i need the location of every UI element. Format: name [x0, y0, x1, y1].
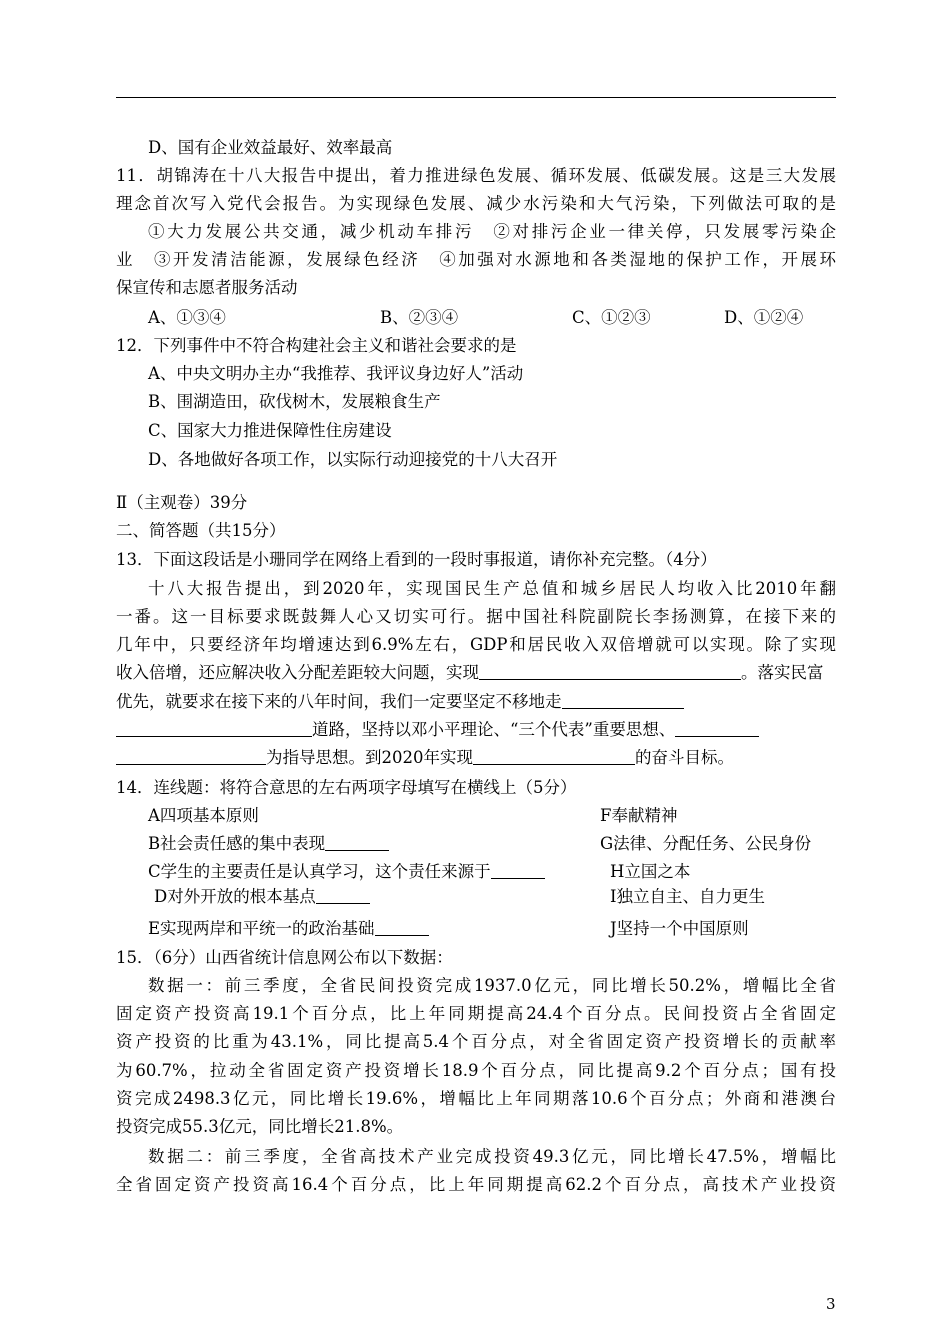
- q13-paragraph-line-4: [116, 662, 824, 684]
- q11-option-a: A、①③④: [148, 308, 226, 327]
- q14-blank-d[interactable]: [316, 887, 370, 904]
- q15-stem: 15．（6分）山西省统计信息网公布以下数据：: [116, 948, 453, 967]
- header-rule: [116, 97, 836, 98]
- q13-paragraph-line-3: 几年中，只要经济年均增速达到6.9%左右，GDP和居民收入双倍增就可以实现。除了实现: [116, 635, 836, 654]
- q13-blank-3b[interactable]: [116, 748, 266, 765]
- q14-right-g: G法律、分配任务、公民身份: [600, 834, 812, 853]
- q11-line-5: 保宣传和志愿者服务活动: [116, 278, 298, 297]
- q14-right-i: I独立自主、自力更生: [610, 887, 766, 906]
- q15-data1-line-5: 资完成2498.3亿元，同比增长19.6%，增幅比上年同期落10.6个百分点；外商和港澳台: [116, 1089, 836, 1108]
- q14-left-d: [154, 886, 370, 908]
- q10-option-d: D、国有企业效益最好、效率最高: [148, 138, 393, 157]
- q14-left-a: [148, 805, 259, 827]
- section-title: Ⅱ（主观卷）39分: [116, 493, 248, 512]
- q13-text-5: 优先，就要求在接下来的八年时间，我们一定要坚定不移地走: [116, 692, 562, 711]
- q11-line-3: ①大力发展公共交通，减少机动车排污 ②对排污企业一律关停，只发展零污染企: [148, 222, 836, 241]
- q13-blank-2b[interactable]: [116, 720, 312, 737]
- q13-stem: 13．下面这段话是小珊同学在网络上看到的一段时事报道，请你补充完整。（4分）: [116, 550, 717, 569]
- q11-option-d: D、①②④: [724, 308, 804, 327]
- q11-option-b: B、②③④: [380, 308, 459, 327]
- q13-blank-3a[interactable]: [675, 720, 759, 737]
- q14-blank-b[interactable]: [325, 834, 389, 851]
- q14-left-c-text: C学生的主要责任是认真学习，这个责任来源于: [148, 862, 491, 881]
- q15-data2-line-2: 全省固定资产投资高16.4个百分点，比上年同期提高62.2个百分点，高技术产业投资: [116, 1175, 836, 1194]
- q12-option-b: B、围湖造田，砍伐树木，发展粮食生产: [148, 392, 441, 411]
- q13-text-4a: 收入倍增，还应解决收入分配差距较大问题，实现: [116, 663, 479, 682]
- q11-line-1: 11．胡锦涛在十八大报告中提出，着力推进绿色发展、循环发展、低碳发展。这是三大发展: [116, 166, 836, 185]
- q13-text-4b: 。落实民富: [741, 663, 824, 682]
- q13-text-6: 道路，坚持以邓小平理论、“三个代表”重要思想、: [312, 720, 676, 739]
- q13-blank-2a[interactable]: [562, 692, 684, 709]
- q13-text-7a: 为指导思想。到2020年实现: [266, 748, 473, 767]
- q14-left-e: [148, 918, 429, 940]
- q13-blank-1[interactable]: [479, 663, 741, 680]
- q14-left-d-text: D对外开放的根本基点: [154, 887, 316, 906]
- q15-data1-line-3: 资产投资的比重为43.1%，同比提高5.4个百分点，对全省固定资产投资增长的贡献率: [116, 1032, 836, 1051]
- q12-option-d: D、各地做好各项工作，以实际行动迎接党的十八大召开: [148, 450, 558, 469]
- q14-left-b-text: B社会责任感的集中表现: [148, 834, 326, 853]
- q14-left-a-text: A四项基本原则: [148, 806, 259, 825]
- page-number: 3: [826, 1295, 836, 1313]
- q12-stem: 12．下列事件中不符合构建社会主义和谐社会要求的是: [116, 336, 517, 355]
- q13-paragraph-line-6: [116, 719, 759, 741]
- q13-paragraph-line-7: [116, 747, 734, 769]
- q14-blank-c[interactable]: [491, 862, 545, 879]
- section-subtitle: 二、简答题（共15分）: [116, 521, 286, 540]
- q14-stem: 14．连线题：将符合意思的左右两项字母填写在横线上（5分）: [116, 778, 577, 797]
- q13-paragraph-line-1: 十八大报告提出，到2020年，实现国民生产总值和城乡居民人均收入比2010年翻: [148, 579, 836, 598]
- q12-option-c: C、国家大力推进保障性住房建设: [148, 421, 392, 440]
- q13-text-7b: 的奋斗目标。: [635, 748, 734, 767]
- q15-data1-line-4: 为60.7%，拉动全省固定资产投资增长18.9个百分点，同比提高9.2个百分点；国有投: [116, 1061, 836, 1080]
- q14-right-h: H立国之本: [610, 862, 691, 881]
- q14-blank-e[interactable]: [375, 919, 429, 936]
- q13-paragraph-line-5: [116, 691, 684, 713]
- q13-blank-4[interactable]: [473, 748, 635, 765]
- q12-option-a: A、中央文明办主办“我推荐、我评议身边好人”活动: [148, 364, 524, 383]
- q14-left-c: [148, 861, 545, 883]
- q15-data2-line-1: 数据二：前三季度，全省高技术产业完成投资49.3亿元，同比增长47.5%，增幅比: [148, 1147, 836, 1166]
- q14-left-b: [148, 833, 389, 855]
- q13-paragraph-line-2: 一番。这一目标要求既鼓舞人心又切实可行。据中国社科院副院长李扬测算，在接下来的: [116, 607, 836, 626]
- q14-right-j: J坚持一个中国原则: [610, 919, 749, 938]
- q14-right-f: F奉献精神: [600, 806, 678, 825]
- q14-left-e-text: E实现两岸和平统一的政治基础: [148, 919, 375, 938]
- q15-data1-line-1: 数据一：前三季度，全省民间投资完成1937.0亿元，同比增长50.2%，增幅比全省: [148, 976, 836, 995]
- q11-line-2: 理念首次写入党代会报告。为实现绿色发展、减少水污染和大气污染，下列做法可取的是: [116, 194, 836, 213]
- q11-line-4: 业 ③开发清洁能源，发展绿色经济 ④加强对水源地和各类湿地的保护工作，开展环: [116, 250, 836, 269]
- q15-data1-line-2: 固定资产投资高19.1个百分点，比上年同期提高24.4个百分点。民间投资占全省固定: [116, 1004, 836, 1023]
- q11-option-c: C、①②③: [572, 308, 651, 327]
- q15-data1-line-6: 投资完成55.3亿元，同比增长21.8%。: [116, 1117, 404, 1136]
